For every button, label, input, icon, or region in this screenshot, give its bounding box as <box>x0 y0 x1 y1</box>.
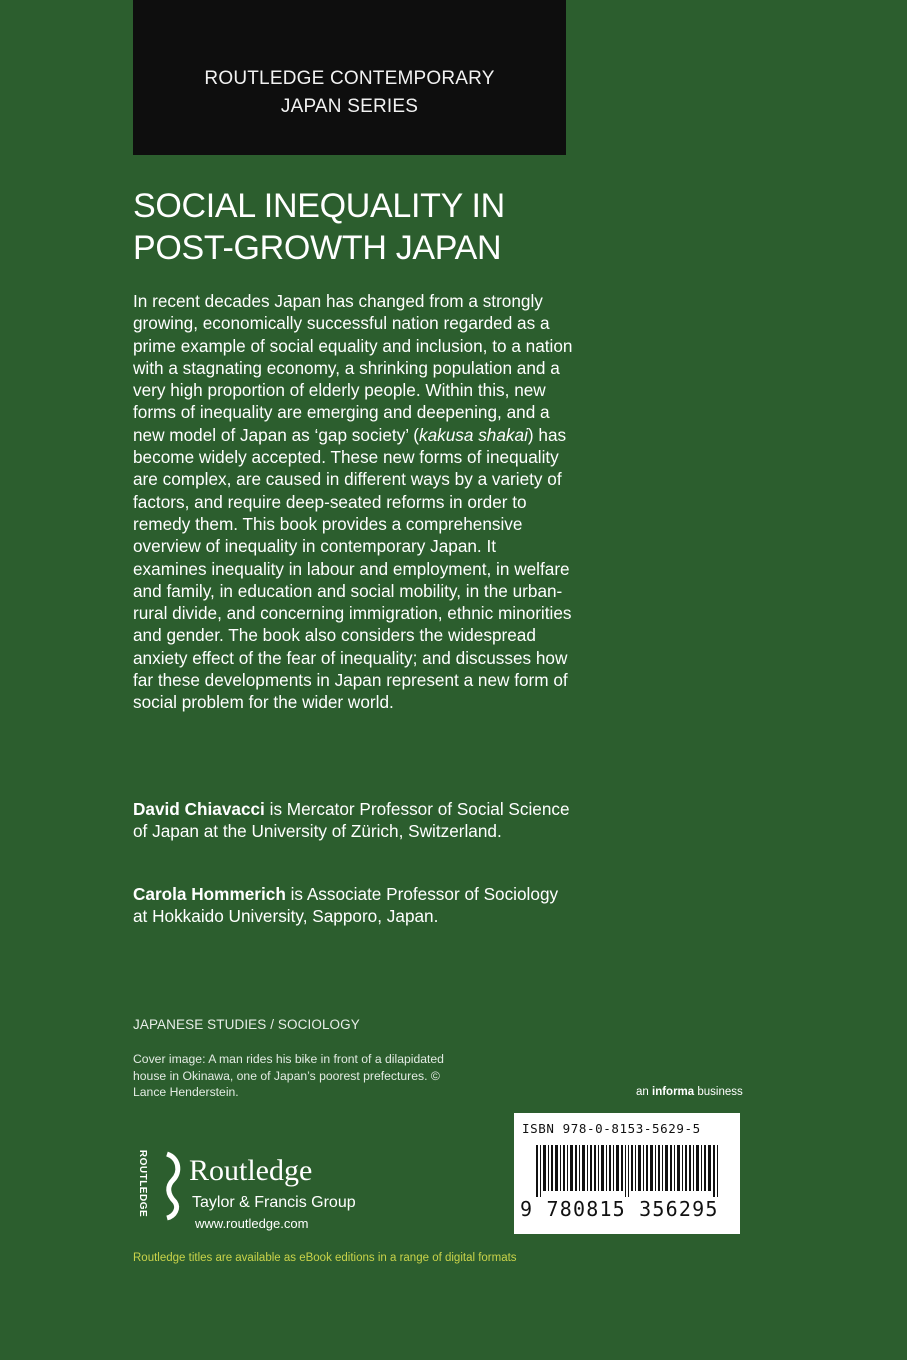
ebook-availability-note: Routledge titles are available as eBook editions in a range of digital formats <box>133 1252 517 1264</box>
book-description <box>133 290 573 714</box>
author-bio-1 <box>133 798 573 843</box>
description-term: kakusa shakai <box>418 424 528 445</box>
informa-tagline: an informa business <box>636 1086 743 1098</box>
book-title-line-2: POST-GROWTH JAPAN <box>133 229 502 267</box>
logo-vertical-text: ROUTLEDGE <box>137 1149 149 1218</box>
cover-image-credit: Cover image: A man rides his bike in front of a dilapidated house in Okinawa, one of Japan’s poorest prefectures. © Lance Henderstein. <box>133 1052 444 1099</box>
publisher-url: www.routledge.com <box>195 1216 309 1231</box>
book-title <box>133 185 693 269</box>
series-name-line-1: ROUTLEDGE CONTEMPORARY <box>204 68 495 89</box>
publisher-group: Taylor & Francis Group <box>192 1194 356 1211</box>
informa-brand: informa <box>652 1086 695 1098</box>
isbn-label: ISBN 978-0-8153-5629-5 <box>522 1121 701 1136</box>
author-name: David Chiavacci <box>133 799 265 819</box>
isbn-barcode <box>514 1113 740 1234</box>
description-text-part-1: In recent decades Japan has changed from a strongly growing, economically successful nation regarded as a prime example of social equality and inclusion, to a nation with a stagnating economy, a shrinking population and a very high proportion of elderly people. Within this, new forms of inequality are emerging and deepening, and a new model of Japan as ‘gap society’ ( <box>133 291 573 445</box>
author-bio-2 <box>133 883 573 928</box>
book-title-line-1: SOCIAL INEQUALITY IN <box>133 187 505 225</box>
publisher-logo <box>133 1148 393 1238</box>
isbn-digits: 9 780815 356295 <box>520 1197 719 1221</box>
subject-category: JAPANESE STUDIES / SOCIOLOGY <box>133 1017 360 1032</box>
series-name-line-2: JAPAN SERIES <box>280 96 419 117</box>
author-name: Carola Hommerich <box>133 884 286 904</box>
series-banner <box>133 0 566 155</box>
author-bio-text: is Mercator Professor of Social Science of Japan at the University of Zürich, Switzerland. <box>133 799 570 842</box>
description-text-part-2: ) has become widely accepted. These new forms of inequality are complex, are caused in different ways by a variety of factors, and require deep-seated reforms in order to remedy them. This book provides a comprehensive overview of inequality in contemporary Japan. It examines inequality in labour and employment, in welfare and family, in education and social mobility, in the urban-rural divide, and concerning immigration, ethnic minorities and gender. The book also considers the widespread anxiety effect of the fear of inequality; and discusses how far these developments in Japan represent a new form of social problem for the wider world. <box>133 424 572 713</box>
author-bio-text: is Associate Professor of Sociology at Hokkaido University, Sapporo, Japan. <box>133 884 559 927</box>
publisher-name: Routledge <box>189 1154 313 1187</box>
